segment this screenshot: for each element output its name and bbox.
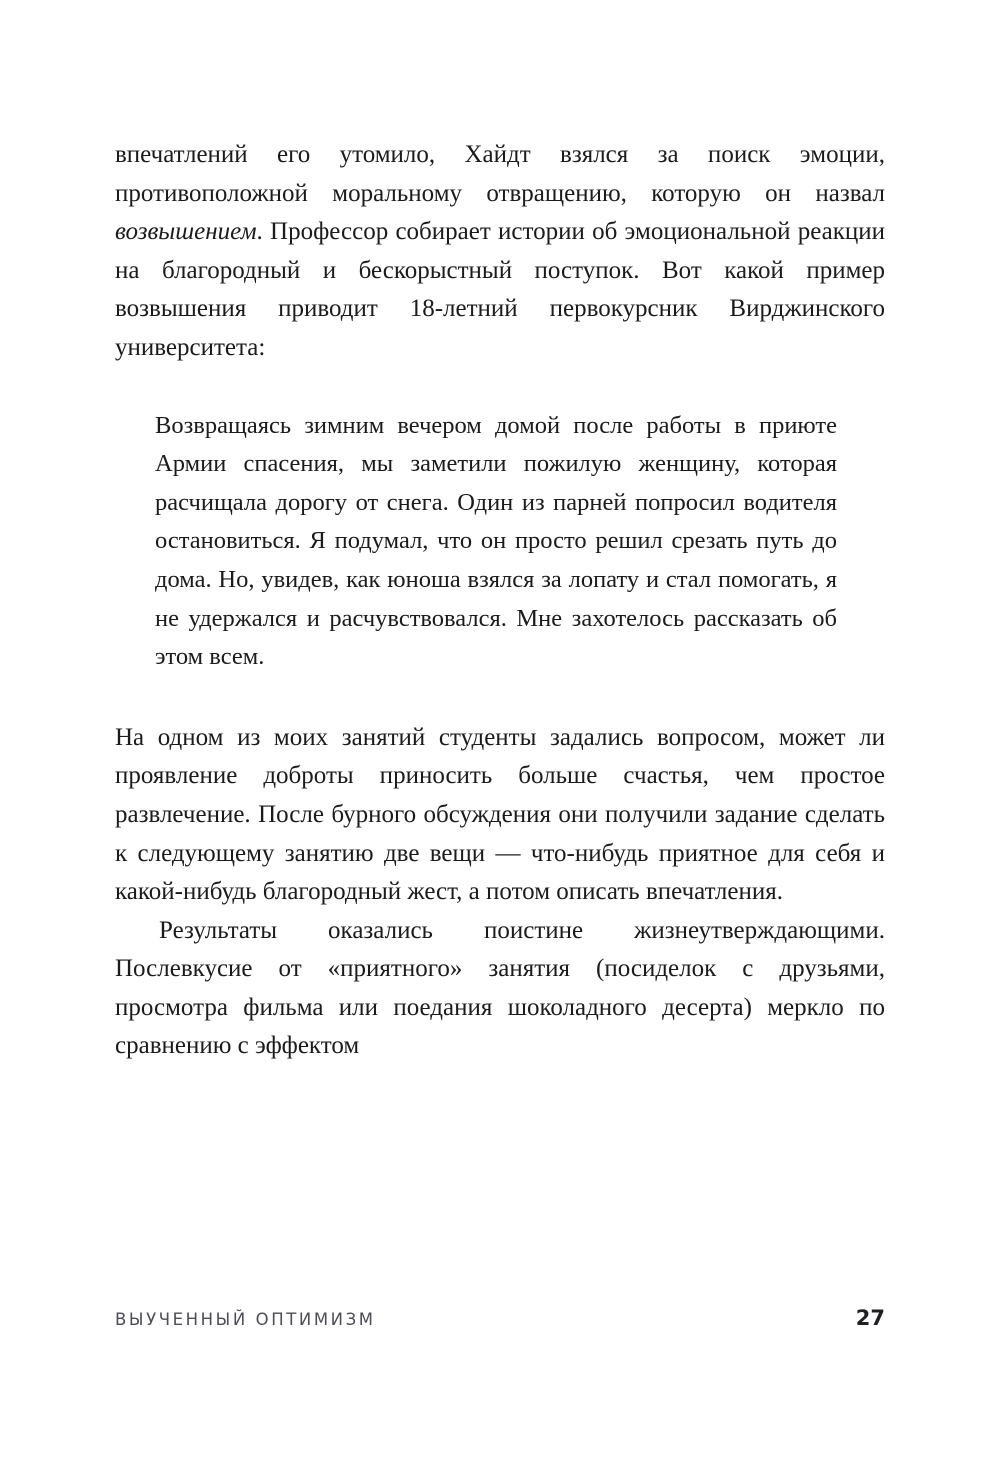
italic-term: возвышением — [115, 218, 257, 246]
page-footer — [115, 1306, 885, 1330]
paragraph-students: На одном из моих занятий студенты задались вопросом, может ли проявление доброты приносить больше счастья, чем простое развлечение. После бурного обсуждения они получили задание сделать к следующему занятию две вещи — что-нибудь приятное для себя и какой-нибудь благородный жест, а потом описать впечатления. — [115, 723, 885, 906]
paragraph-text-before: впечатлений его утомило, Хайдт взялся за поиск эмоции, противоположной моральному отвращению, которую он назвал — [115, 141, 885, 207]
running-title: ВЫУЧЕННЫЙ ОПТИМИЗМ — [115, 1310, 376, 1329]
page-body — [115, 136, 885, 1066]
paragraph-results: Результаты оказались поистине жизнеутверждающими. Послевкусие от «приятного» занятия (посиделок с друзьями, просмотра фильма или поедания шоколадного десерта) меркло по сравнению с эффектом — [115, 916, 885, 1060]
page-number: 27 — [855, 1306, 885, 1330]
paragraph-intro — [115, 136, 885, 368]
block-quote: Возвращаясь зимним вечером домой после работы в приюте Армии спасения, мы заметили пожилую женщину, которая расчищала дорогу от снега. Один из парней попросил водителя остановиться. Я подумал, что он просто решил срезать путь до дома. Но, увидев, как юноша взялся за лопату и стал помогать, я не удержался и расчувствовался. Мне захотелось рассказать об этом всем. — [155, 411, 837, 671]
paragraph-text-after: . Профессор собирает истории об эмоциональной реакции на благородный и бескорыстный поступок. Вот какой пример возвышения приводит 18-летний первокурсник Вирджинского университета: — [115, 218, 885, 361]
